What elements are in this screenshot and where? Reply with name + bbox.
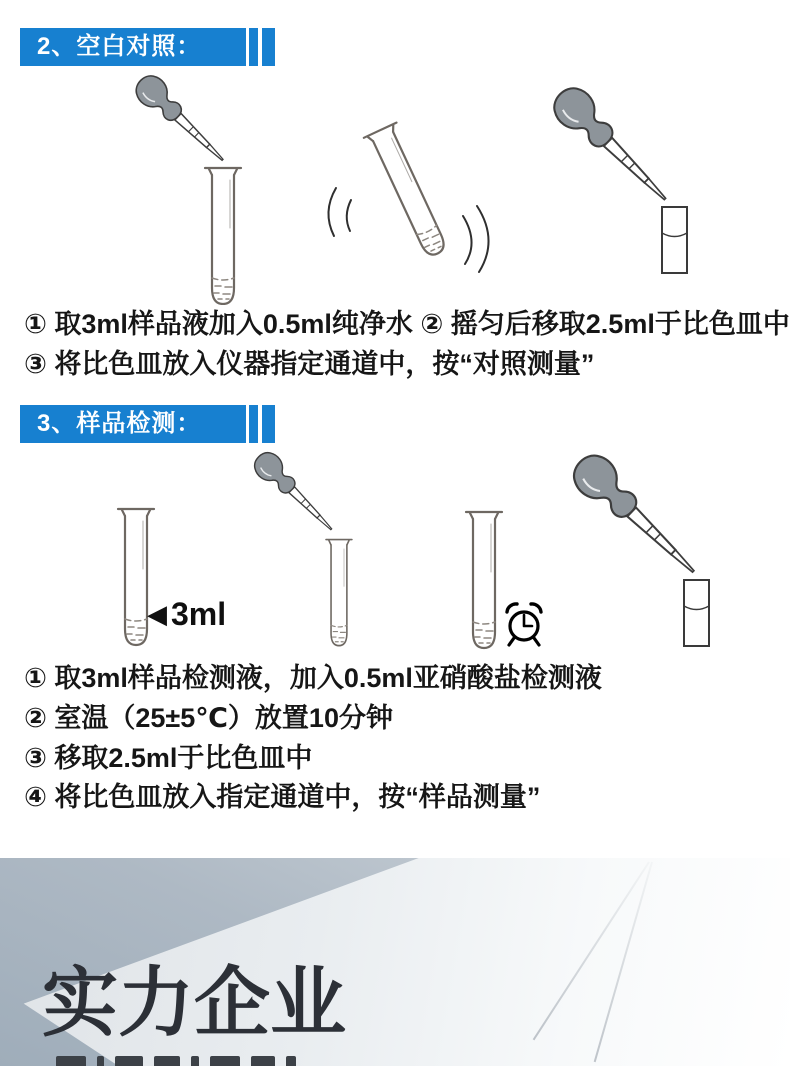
dropper-icon: [566, 450, 707, 586]
text-fragment: [154, 1056, 180, 1066]
cropped-text-fragments: [56, 1056, 296, 1066]
sample-step-line-3: ③ 移取2.5ml于比色皿中: [24, 743, 313, 773]
text-fragment: [115, 1056, 143, 1066]
left-arrow-icon: ◀: [147, 599, 167, 629]
text-fragment: [97, 1056, 104, 1066]
test-tube-icon: [466, 512, 502, 648]
text-fragment: [56, 1056, 86, 1066]
text-fragment: [286, 1056, 296, 1066]
volume-value: 3ml: [171, 596, 227, 632]
text-fragment: [210, 1056, 240, 1066]
header-accent-bar-thick: [262, 405, 275, 443]
paper-crease-line: [594, 862, 653, 1062]
text-fragment: [191, 1056, 199, 1066]
text-fragment: [251, 1056, 275, 1066]
sample-step-line-2: ② 室温（25±5℃）放置10分钟: [24, 703, 393, 733]
section-header-label: 2、空白对照：: [20, 28, 246, 66]
volume-label: [147, 598, 226, 630]
header-accent-bar-thin: [249, 28, 258, 66]
dropper-icon: [249, 450, 340, 539]
paper-crease-line: [533, 861, 650, 1040]
cuvette-icon: [662, 207, 687, 273]
test-tube-icon: [205, 168, 241, 304]
blank-step-line-2: ③ 将比色皿放入仪器指定通道中，按“对照测量”: [24, 349, 595, 379]
test-tube-icon: [326, 540, 352, 646]
shaking-test-tube-icon: [328, 123, 488, 272]
dropper-icon: [547, 81, 679, 213]
sample-test-illustration: [0, 450, 790, 650]
alarm-clock-icon: [507, 604, 541, 645]
blank-step-line-1: ① 取3ml样品液加入0.5ml纯净水 ② 摇匀后移取2.5ml于比色皿中: [24, 309, 790, 339]
blank-control-illustration: [0, 70, 790, 305]
header-accent-bar-thin: [249, 405, 258, 443]
dropper-icon: [130, 70, 233, 170]
section-header-label: 3、样品检测：: [20, 405, 246, 443]
footer-banner: [0, 858, 790, 1066]
footer-title: 实力企业: [42, 962, 346, 1046]
header-accent-bar-thick: [262, 28, 275, 66]
sample-step-line-1: ① 取3ml样品检测液，加入0.5ml亚硝酸盐检测液: [24, 663, 602, 693]
cuvette-icon: [684, 580, 709, 646]
sample-step-line-4: ④ 将比色皿放入指定通道中，按“样品测量”: [24, 782, 541, 812]
